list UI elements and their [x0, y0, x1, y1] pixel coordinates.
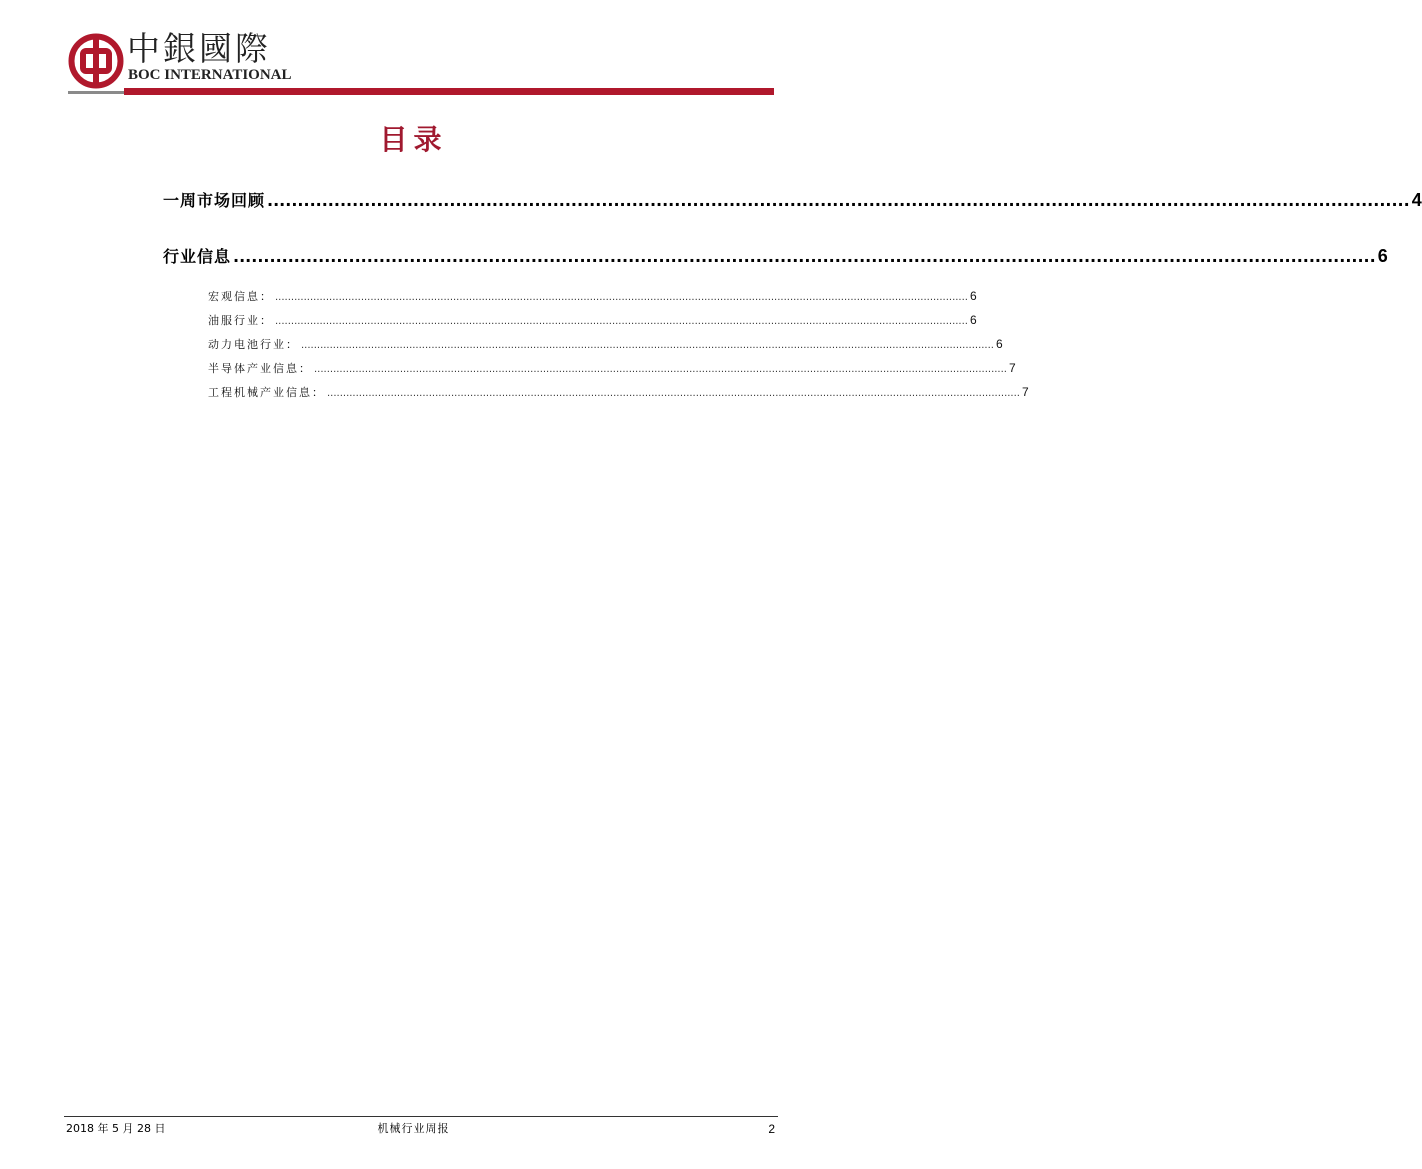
- toc-leader-dots: ............................................................................................................................................................................................: [267, 191, 1410, 210]
- toc-leader-dots: ..........................................................................................................................................................................................................................: [275, 292, 968, 303]
- toc-subentry-label: 宏观信息：: [208, 290, 273, 303]
- toc-subentry-oilfield[interactable]: [208, 312, 977, 330]
- toc-leader-dots: ............................................................................................................................................................................................: [233, 247, 1376, 266]
- brand-name-english: BOC INTERNATIONAL: [128, 67, 292, 83]
- header-divider-gray: [68, 91, 124, 94]
- toc-subentry-page: 6: [969, 313, 977, 327]
- boc-logo-icon: [68, 33, 124, 89]
- toc-entry-market-review[interactable]: [163, 189, 1422, 212]
- toc-subentry-power-battery[interactable]: [208, 336, 1003, 354]
- header-divider: [68, 88, 774, 95]
- toc-leader-dots: ..........................................................................................................................................................................................................................: [301, 340, 994, 351]
- header-divider-red: [124, 88, 774, 95]
- toc-entry-label: 行业信息: [163, 247, 232, 266]
- toc-subentry-macro[interactable]: [208, 288, 977, 306]
- toc-entry-page: 4: [1411, 190, 1422, 210]
- brand-name-chinese: 中銀國際: [127, 29, 271, 68]
- footer-date: 2018 年 5 月 28 日: [66, 1122, 166, 1135]
- toc-subentry-label: 油服行业：: [208, 314, 273, 327]
- toc-subentry-page: 6: [969, 289, 977, 303]
- toc-subentry-page: 6: [995, 337, 1003, 351]
- toc-subentry-label: 动力电池行业：: [208, 338, 299, 351]
- toc-subentry-label: 工程机械产业信息：: [208, 386, 325, 399]
- footer-report-title: 机械行业周报: [377, 1122, 450, 1135]
- toc-subentry-construction-machinery[interactable]: [208, 384, 1029, 402]
- toc-entry-label: 一周市场回顾: [163, 191, 266, 210]
- toc-subentry-page: 7: [1021, 385, 1029, 399]
- toc-leader-dots: ..........................................................................................................................................................................................................................: [314, 364, 1007, 375]
- toc-entry-page: 6: [1377, 246, 1388, 266]
- toc-subentry-page: 7: [1008, 361, 1016, 375]
- toc-subentry-label: 半导体产业信息：: [208, 362, 312, 375]
- toc-leader-dots: ..........................................................................................................................................................................................................................: [275, 316, 968, 327]
- footer-divider: [64, 1116, 778, 1117]
- toc-title: 目录: [379, 123, 448, 156]
- toc-entry-industry-info[interactable]: [163, 245, 1388, 268]
- toc-subentry-semiconductor[interactable]: [208, 360, 1016, 378]
- toc-leader-dots: ..........................................................................................................................................................................................................................: [327, 388, 1020, 399]
- footer-page-number: 2: [768, 1122, 775, 1136]
